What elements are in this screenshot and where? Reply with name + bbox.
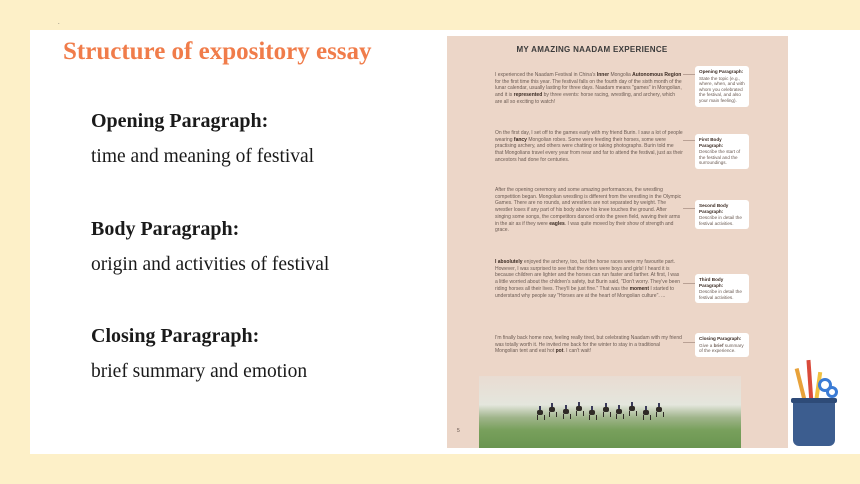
- body-heading: Body Paragraph:: [91, 218, 240, 240]
- rider-figure: [656, 407, 662, 412]
- closing-heading: Closing Paragraph:: [91, 325, 260, 347]
- scissors-icon: [826, 386, 838, 398]
- cup-icon: [793, 400, 835, 446]
- essay-paragraph-1: I experienced the Naadam Festival in China's Inner Mongolia Autonomous Region for the first time this year. The festival falls on the fourth day of the sixth month of the lunar calendar, usually lasting for three days. Naadam means "games" in Mongolian, and it is represented by three events: horse racing, wrestling, and archery, which are all so exciting to watch!: [495, 72, 682, 105]
- rider-figure: [589, 410, 595, 415]
- rider-figure: [616, 409, 622, 414]
- margin-note-body-3: Third Body Paragraph: Describe in detail the festival activities.: [695, 274, 749, 303]
- essay-paragraph-4: I absolutely enjoyed the archery, too, but the horse races were my favourite part. However, I was surprised to see that the riders were boys and girls! I heard it is because children are lighter and the horses can run faster and farther. At first, I was a little worried about the children's safety, but Burin said, "Don't worry. They've been riding horses all their lives. They'll be just fine." That was the moment I started to understand why people say "Horses are at the heart of Mongolian culture". ...: [495, 259, 681, 299]
- note-connector: [683, 283, 695, 284]
- rider-figure: [576, 406, 582, 411]
- horse-race-photo: [479, 376, 741, 448]
- body-desc: origin and activities of festival: [91, 254, 330, 275]
- note-connector: [683, 208, 695, 209]
- essay-paragraph-5: I'm finally back home now, feeling really tired, but celebrating Naadam with my friend was totally worth it. He invited me back for the winter to stay in a traditional Mongolian tent and eat hot pot. I can't wait!: [495, 335, 682, 355]
- rider-figure: [549, 407, 555, 412]
- note-connector: [683, 140, 695, 141]
- slide-title: Structure of expository essay: [63, 38, 372, 65]
- margin-note-body-1: First Body Paragraph: Describe the start of the festival and the surroundings.: [695, 134, 749, 169]
- opening-heading: Opening Paragraph:: [91, 110, 269, 132]
- rider-figure: [563, 409, 569, 414]
- essay-paragraph-3: After the opening ceremony and some amazing performances, the wrestling competition began. Mongolian wrestling is different from the wrestling in the Olympic Games. There are no rounds, and wrestlers are not separated by weight. The wrestler loses if any part of his body above his knee touches the ground. After singing some songs, the competitors danced onto the green field, waving their arms in the air as if they were eagles. I was quite moved by their show of strength and grace.: [495, 187, 682, 234]
- rider-figure: [603, 407, 609, 412]
- rider-figure: [643, 410, 649, 415]
- note-connector: [683, 342, 695, 343]
- page-number: 5: [457, 428, 460, 434]
- margin-note-body-2: Second Body Paragraph: Describe in detail the festival activities.: [695, 200, 749, 229]
- margin-note-closing: Closing Paragraph: Give a brief summary of the experience.: [695, 333, 749, 357]
- rider-figure: [537, 410, 543, 415]
- textbook-title: MY AMAZING NAADAM EXPERIENCE: [516, 45, 668, 54]
- closing-desc: brief summary and emotion: [91, 361, 308, 382]
- essay-paragraph-2: On the first day, I set off to the games early with my friend Burin. I saw a lot of people wearing fancy Mongolian robes. Some were feeding their horses, some were practising archery, and others were chatting or taking photographs. Burin told me that Mongolians travel every year from near and far to attend the festival, just as their ancestors had done for centuries.: [495, 130, 683, 163]
- textbook-page-image: [447, 36, 788, 448]
- corner-dot: .: [58, 20, 60, 26]
- opening-desc: time and meaning of festival: [91, 146, 315, 167]
- note-connector: [683, 74, 695, 75]
- margin-note-opening: Opening Paragraph: State the topic (e.g., where, when, and with whom you celebrated the festival, and also your main feeling).: [695, 66, 749, 107]
- rider-figure: [629, 406, 635, 411]
